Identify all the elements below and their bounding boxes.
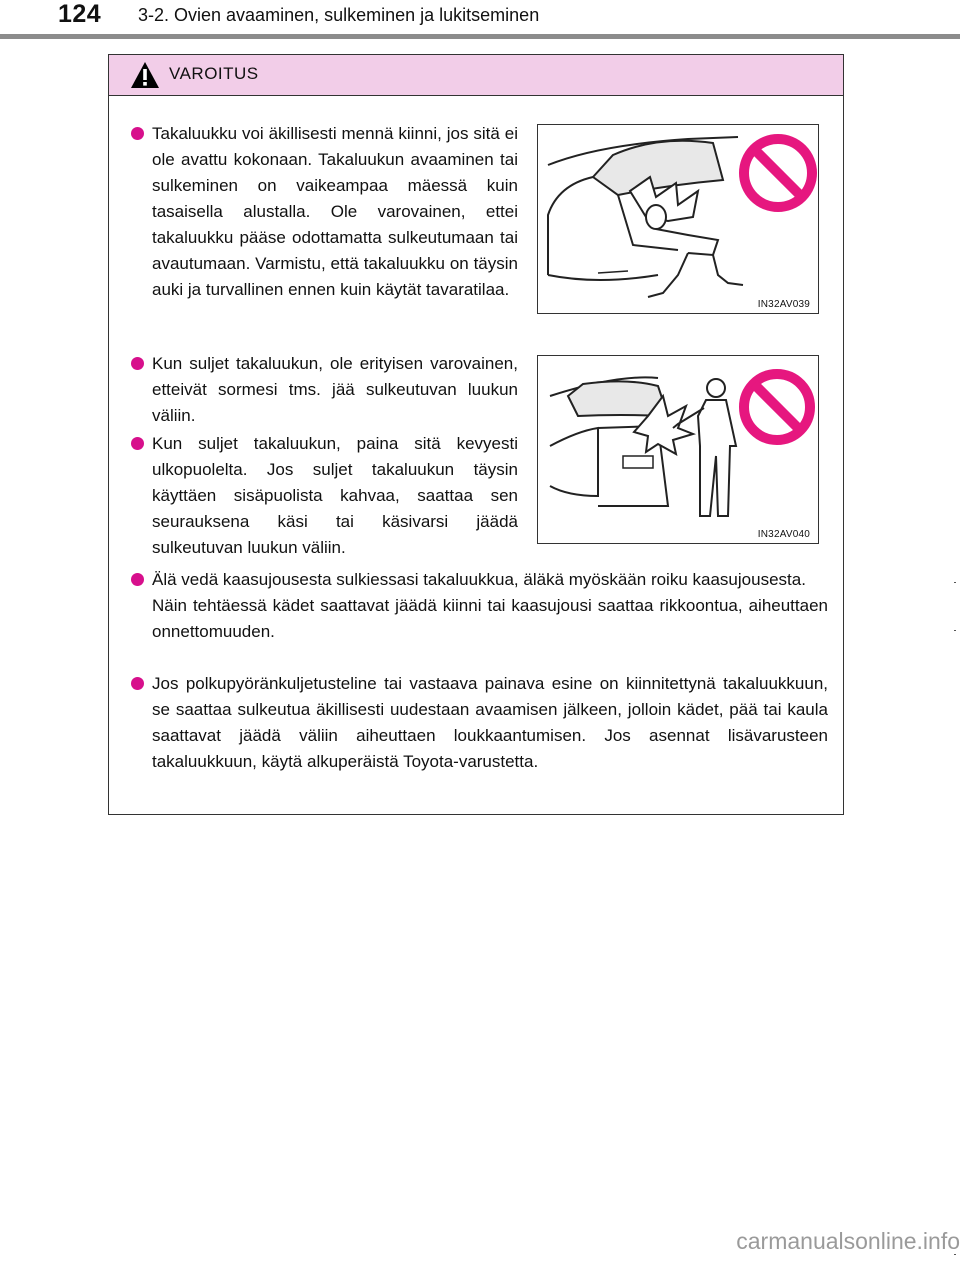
warning-header [109,55,843,96]
chapter-title: 3-2. Ovien avaaminen, sulkeminen ja lukitseminen [138,5,540,25]
bullet-dot-icon [131,127,144,140]
bullet-text: Kun suljet takaluukun, ole erityisen varovainen, etteivät sormesi tms. jää sulkeutuvan luukun väliin. [152,354,518,425]
illustration-trunk-closing-on-person [537,124,819,314]
bullet-dot-icon [131,437,144,450]
warning-triangle-icon [130,61,160,89]
bullet-text: Jos polkupyöränkuljetusteline tai vastaava painava esine on kiinnitettynä takaluukkuun, se saattaa sulkeutua äkillisesti uudestaan avaamisen jälkeen, jolloin kädet, pää tai kaula saattavat jäädä väliin aiheuttaen loukkaantumisen. Jos asennat lisävarusteen takaluukkuun, käytä alkuperäistä Toyota-varustetta. [152,674,828,771]
warning-bullet [131,671,828,775]
person-closing-trunk-illustration [538,356,818,543]
warning-label: VAROITUS [169,64,259,83]
bullet-dot-icon [131,677,144,690]
warning-bullet [131,121,518,303]
page-number: 124 [58,0,102,28]
warning-bullet [131,567,828,645]
margin-tick [954,582,956,583]
bullet-text: Älä vedä kaasujousesta sulkiessasi takaluukkua, äläkä myöskään roiku kaasujousesta. [152,570,806,589]
margin-tick [954,630,956,631]
warning-bullet [131,431,518,561]
watermark: carmanualsonline.info [736,1228,960,1254]
bullet-dot-icon [131,357,144,370]
car-rear-illustration [538,125,818,313]
bullet-note: Näin tehtäessä kädet saattavat jäädä kiinni tai kaasujousi saattaa rikkoontua, aiheuttaen onnettomuuden. [152,596,828,641]
figure-code: IN32AV040 [757,529,810,540]
bullet-dot-icon [131,573,144,586]
figure-code: IN32AV039 [757,299,810,310]
bullet-text: Takaluukku voi äkillisesti mennä kiinni, jos sitä ei ole avattu kokonaan. Takaluukun avaaminen tai sulkeminen on vaikeampaa mäessä kuin tasaisella alustalla. Ole varovainen, ettei takaluukku pääse odottamatta sulkeutumaan tai avautumaan. Varmistu, että takaluukku on täysin auki ja turvallinen ennen kuin käytät tavaratilaa. [152,124,518,299]
warning-box [108,54,844,815]
header-rule [0,34,960,39]
illustration-closing-from-inside [537,355,819,544]
bullet-text: Kun suljet takaluukun, paina sitä kevyesti ulkopuolelta. Jos suljet takaluukun täysin käyttäen sisäpuolista kahvaa, saattaa sen seurauksena käsi tai käsivarsi jäädä sulkeutuvan luukun väliin. [152,434,518,557]
warning-bullet [131,351,518,429]
